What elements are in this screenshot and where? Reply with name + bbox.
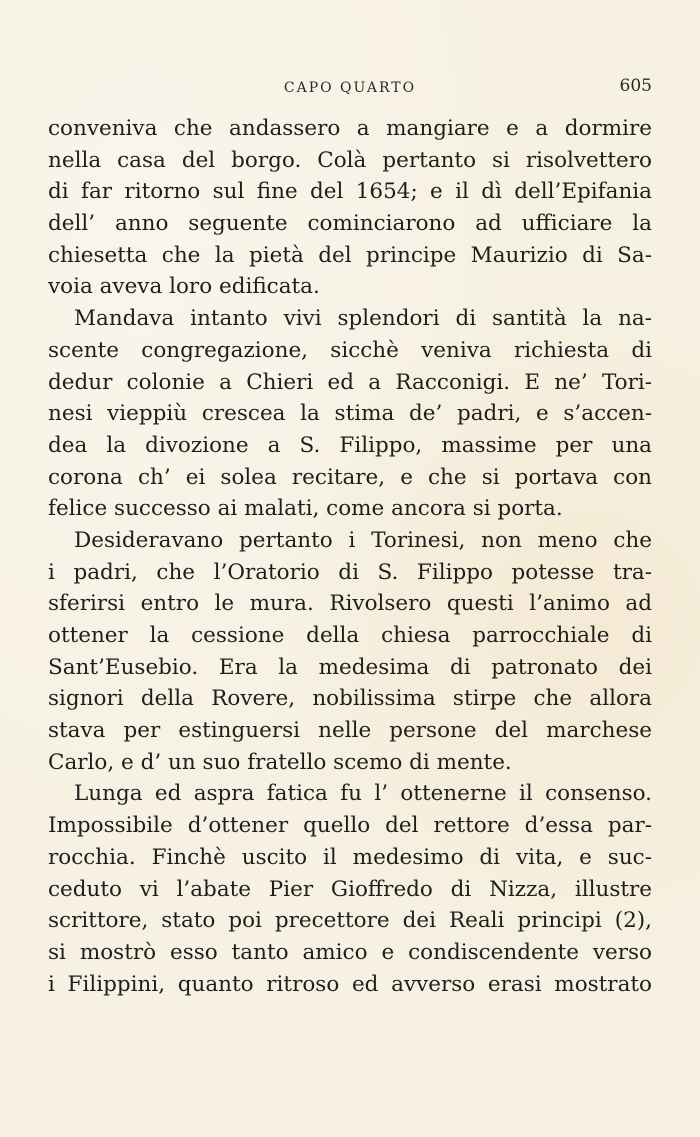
- text-line: Carlo, e d’ un suo fratello scemo di mente.: [48, 749, 512, 775]
- text-line: dea la divozione a S. Filippo, massime per una: [48, 432, 652, 458]
- page-number: 605: [619, 76, 652, 96]
- text-line: ottener la cessione della chiesa parrocchiale di: [48, 623, 652, 648]
- text-line: stava per estinguersi nelle persone del marchese: [48, 718, 652, 744]
- text-line: felice successo ai malati, come ancora si porta.: [48, 496, 563, 522]
- running-head: CAPO QUARTO: [283, 80, 417, 96]
- page-header: [48, 75, 652, 105]
- text-line: chiesetta che la pietà del principe Maurizio di Sa-: [48, 242, 652, 268]
- text-line: sferirsi entro le mura. Rivolsero questi l’animo ad: [48, 591, 652, 617]
- body-text: [48, 113, 652, 1000]
- text-line: Impossibile d’ottener quello del rettore d’essa par-: [48, 813, 652, 839]
- text-line: scente congregazione, sicchè veniva richiesta di: [48, 337, 652, 363]
- text-line: Mandava intanto vivi splendori di santità la na-: [74, 306, 652, 332]
- text-line: scrittore, stato poi precettore dei Reali principi (2),: [48, 908, 652, 934]
- text-line: signori della Rovere, nobilissima stirpe che allora: [48, 686, 652, 712]
- text-line: nella casa del borgo. Colà pertanto si risolvettero: [48, 147, 652, 173]
- text-line: ceduto vi l’abate Pier Gioffredo di Nizza, illustre: [48, 876, 652, 902]
- text-line: si mostrò esso tanto amico e condiscendente verso: [48, 939, 652, 965]
- text-line: i Filippini, quanto ritroso ed avverso erasi mostrato: [48, 971, 652, 997]
- text-line: dedur colonie a Chieri ed a Racconigi. E ne’ Tori-: [48, 369, 652, 395]
- text-line: Desideravano pertanto i Torinesi, non meno che: [74, 527, 652, 553]
- text-line: conveniva che andassero a mangiare e a dormire: [48, 116, 652, 141]
- text-line: Sant’Eusebio. Era la medesima di patronato dei: [48, 654, 652, 680]
- text-line: Lunga ed aspra fatica fu l’ ottenerne il consenso.: [74, 781, 652, 807]
- text-line: i padri, che l’Oratorio di S. Filippo potesse tra-: [48, 559, 652, 585]
- text-line: di far ritorno sul fine del 1654; e il dì dell’Epifania: [48, 179, 652, 205]
- text-line: nesi vieppiù crescea la stima de’ padri, e s’accen-: [48, 401, 652, 427]
- text-line: voia aveva loro edificata.: [48, 274, 320, 300]
- text-line: rocchia. Finchè uscito il medesimo di vita, e suc-: [48, 844, 652, 870]
- text-line: dell’ anno seguente cominciarono ad ufficiare la: [48, 211, 652, 237]
- text-line: corona ch’ ei solea recitare, e che si portava con: [48, 464, 652, 490]
